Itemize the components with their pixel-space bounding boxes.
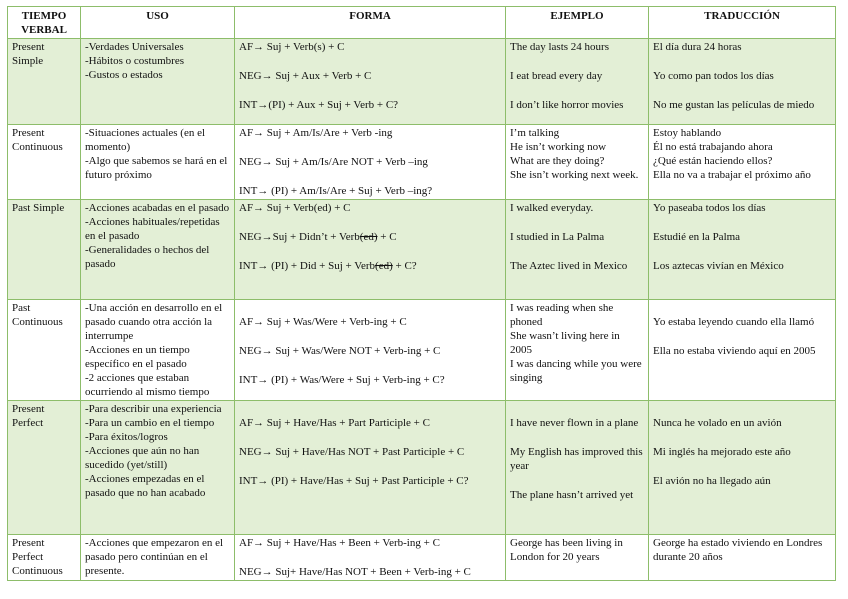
translation-line: Ella no estaba viviendo aquí en 2005: [653, 345, 816, 357]
form-line: AF→ Suj + Was/Were + Verb-ing + C: [239, 316, 407, 328]
example-cell: [506, 39, 649, 125]
tense-cell: Present Perfect Continuous: [8, 535, 81, 581]
use-line: -Situaciones actuales (en el momento): [85, 127, 206, 153]
form-cell: [235, 200, 506, 300]
use-line: -Una acción en desarrollo en el pasado cuando otra acción la interrumpe: [85, 302, 223, 342]
form-cell: [235, 401, 506, 535]
translation-line: Estudié en la Palma: [653, 231, 741, 243]
translation-line: Los aztecas vivían en México: [653, 260, 784, 272]
use-cell: [81, 200, 235, 300]
use-line: -Gustos o estados: [85, 69, 163, 81]
form-text: + C?: [392, 260, 417, 272]
translation-cell: [649, 300, 836, 401]
form-line: AF→ Suj + Verb(ed) + C: [239, 202, 351, 214]
header-use: USO: [81, 7, 235, 39]
tense-cell: Past Simple: [8, 200, 81, 300]
tense-cell: Past Continuous: [8, 300, 81, 401]
example-line: The day lasts 24 hours: [510, 41, 609, 53]
example-line: She isn’t working next week.: [510, 169, 639, 181]
form-text: NEG→Suj + Didn’t + Verb: [239, 231, 360, 243]
form-cell: [235, 125, 506, 200]
form-line: AF→ Suj + Have/Has + Part Participle + C: [239, 417, 430, 429]
use-line: -Acciones en un tiempo específico en el pasado: [85, 344, 190, 370]
header-tense: TIEMPO VERBAL: [8, 7, 81, 39]
form-line: INT→ (PI) + Am/Is/Are + Suj + Verb –ing?: [239, 185, 433, 197]
table-row: [8, 200, 836, 300]
example-line: The plane hasn’t arrived yet: [510, 489, 634, 501]
table-row: [8, 39, 836, 125]
translation-cell: [649, 535, 836, 581]
example-cell: [506, 535, 649, 581]
use-line: -Acciones acabadas en el pasado: [85, 202, 230, 214]
use-line: -Para éxitos/logros: [85, 431, 168, 443]
use-line: -Acciones habituales/repetidas en el pasado: [85, 216, 220, 242]
form-line: AF→ Suj + Have/Has + Been + Verb-ing + C: [239, 537, 440, 549]
example-line: I was dancing while you were singing: [510, 358, 642, 384]
form-line: NEG→ Suj + Am/Is/Are NOT + Verb –ing: [239, 156, 428, 168]
form-line: AF→ Suj + Verb(s) + C: [239, 41, 345, 53]
table-row: [8, 300, 836, 401]
tense-cell: Present Continuous: [8, 125, 81, 200]
use-cell: [81, 300, 235, 401]
tense-cell: Present Simple: [8, 39, 81, 125]
example-line: I eat bread every day: [510, 70, 603, 82]
form-line: AF→ Suj + Am/Is/Are + Verb -ing: [239, 127, 393, 139]
form-line: INT→(PI) + Aux + Suj + Verb + C?: [239, 99, 399, 111]
example-line: I’m talking: [510, 127, 560, 139]
translation-line: El día dura 24 horas: [653, 41, 742, 53]
translation-line: George ha estado viviendo en Londres durante 20 años: [653, 537, 823, 563]
example-line: He isn’t working now: [510, 141, 607, 153]
table-row: [8, 401, 836, 535]
grammar-table: [7, 6, 836, 581]
translation-line: Yo como pan todos los días: [653, 70, 774, 82]
translation-cell: [649, 401, 836, 535]
example-line: What are they doing?: [510, 155, 605, 167]
use-cell: [81, 535, 235, 581]
example-line: I don’t like horror movies: [510, 99, 624, 111]
form-line: [239, 230, 501, 244]
use-line: -Para un cambio en el tiempo: [85, 417, 215, 429]
translation-line: No me gustan las películas de miedo: [653, 99, 815, 111]
form-line: INT→ (PI) + Have/Has + Suj + Past Participle + C?: [239, 475, 469, 487]
form-text: INT→ (PI) + Did + Suj + Verb: [239, 260, 376, 272]
form-line: INT→ (PI) + Was/Were + Suj + Verb-ing + C?: [239, 374, 445, 386]
use-cell: [81, 39, 235, 125]
example-cell: [506, 300, 649, 401]
header-row: [8, 7, 836, 39]
header-translation: TRADUCCIÓN: [649, 7, 836, 39]
translation-line: Mi inglés ha mejorado este año: [653, 446, 791, 458]
example-line: I was reading when she phoned: [510, 302, 614, 328]
use-line: -2 acciones que estaban ocurriendo al mismo tiempo: [85, 372, 210, 398]
form-text: + C: [377, 231, 397, 243]
example-line: She wasn’t living here in 2005: [510, 330, 620, 356]
use-line: -Generalidades o hechos del pasado: [85, 244, 210, 270]
form-line: NEG→ Suj+ Have/Has NOT + Been + Verb-ing + C: [239, 566, 471, 578]
translation-line: ¿Qué están haciendo ellos?: [653, 155, 773, 167]
strikethrough-text: (ed): [359, 231, 378, 243]
use-line: -Hábitos o costumbres: [85, 55, 184, 67]
example-line: I have never flown in a plane: [510, 417, 639, 429]
example-line: My English has improved this year: [510, 446, 643, 472]
example-line: The Aztec lived in Mexico: [510, 260, 628, 272]
form-line: NEG→ Suj + Aux + Verb + C: [239, 70, 372, 82]
translation-line: El avión no ha llegado aún: [653, 475, 771, 487]
translation-line: Ella no va a trabajar el próximo año: [653, 169, 811, 181]
table-row: [8, 125, 836, 200]
translation-line: Yo estaba leyendo cuando ella llamó: [653, 316, 815, 328]
use-line: -Acciones empezadas en el pasado que no han acabado: [85, 473, 206, 499]
use-cell: [81, 401, 235, 535]
use-line: -Acciones que empezaron en el pasado pero continúan en el presente.: [85, 537, 224, 577]
translation-line: Estoy hablando: [653, 127, 722, 139]
example-cell: [506, 125, 649, 200]
form-cell: [235, 39, 506, 125]
form-line: [239, 259, 501, 273]
example-line: George has been living in London for 20 years: [510, 537, 623, 563]
header-example: EJEMPLO: [506, 7, 649, 39]
example-line: I walked everyday.: [510, 202, 594, 214]
translation-cell: [649, 200, 836, 300]
use-cell: [81, 125, 235, 200]
translation-cell: [649, 125, 836, 200]
example-line: I studied in La Palma: [510, 231, 605, 243]
tense-cell: Present Perfect: [8, 401, 81, 535]
translation-line: Nunca he volado en un avión: [653, 417, 782, 429]
use-line: -Para describir una experiencia: [85, 403, 222, 415]
use-line: -Acciones que aún no han sucedido (yet/still): [85, 445, 200, 471]
form-cell: [235, 535, 506, 581]
use-line: -Verdades Universales: [85, 41, 184, 53]
strikethrough-text: (ed): [375, 260, 393, 272]
use-line: -Algo que sabemos se hará en el futuro próximo: [85, 155, 228, 181]
example-cell: [506, 200, 649, 300]
translation-line: Él no está trabajando ahora: [653, 141, 773, 153]
form-line: NEG→ Suj + Was/Were NOT + Verb-ing + C: [239, 345, 441, 357]
translation-line: Yo paseaba todos los días: [653, 202, 766, 214]
form-cell: [235, 300, 506, 401]
header-form: FORMA: [235, 7, 506, 39]
table-row: [8, 535, 836, 581]
translation-cell: [649, 39, 836, 125]
example-cell: [506, 401, 649, 535]
form-line: NEG→ Suj + Have/Has NOT + Past Participle + C: [239, 446, 465, 458]
